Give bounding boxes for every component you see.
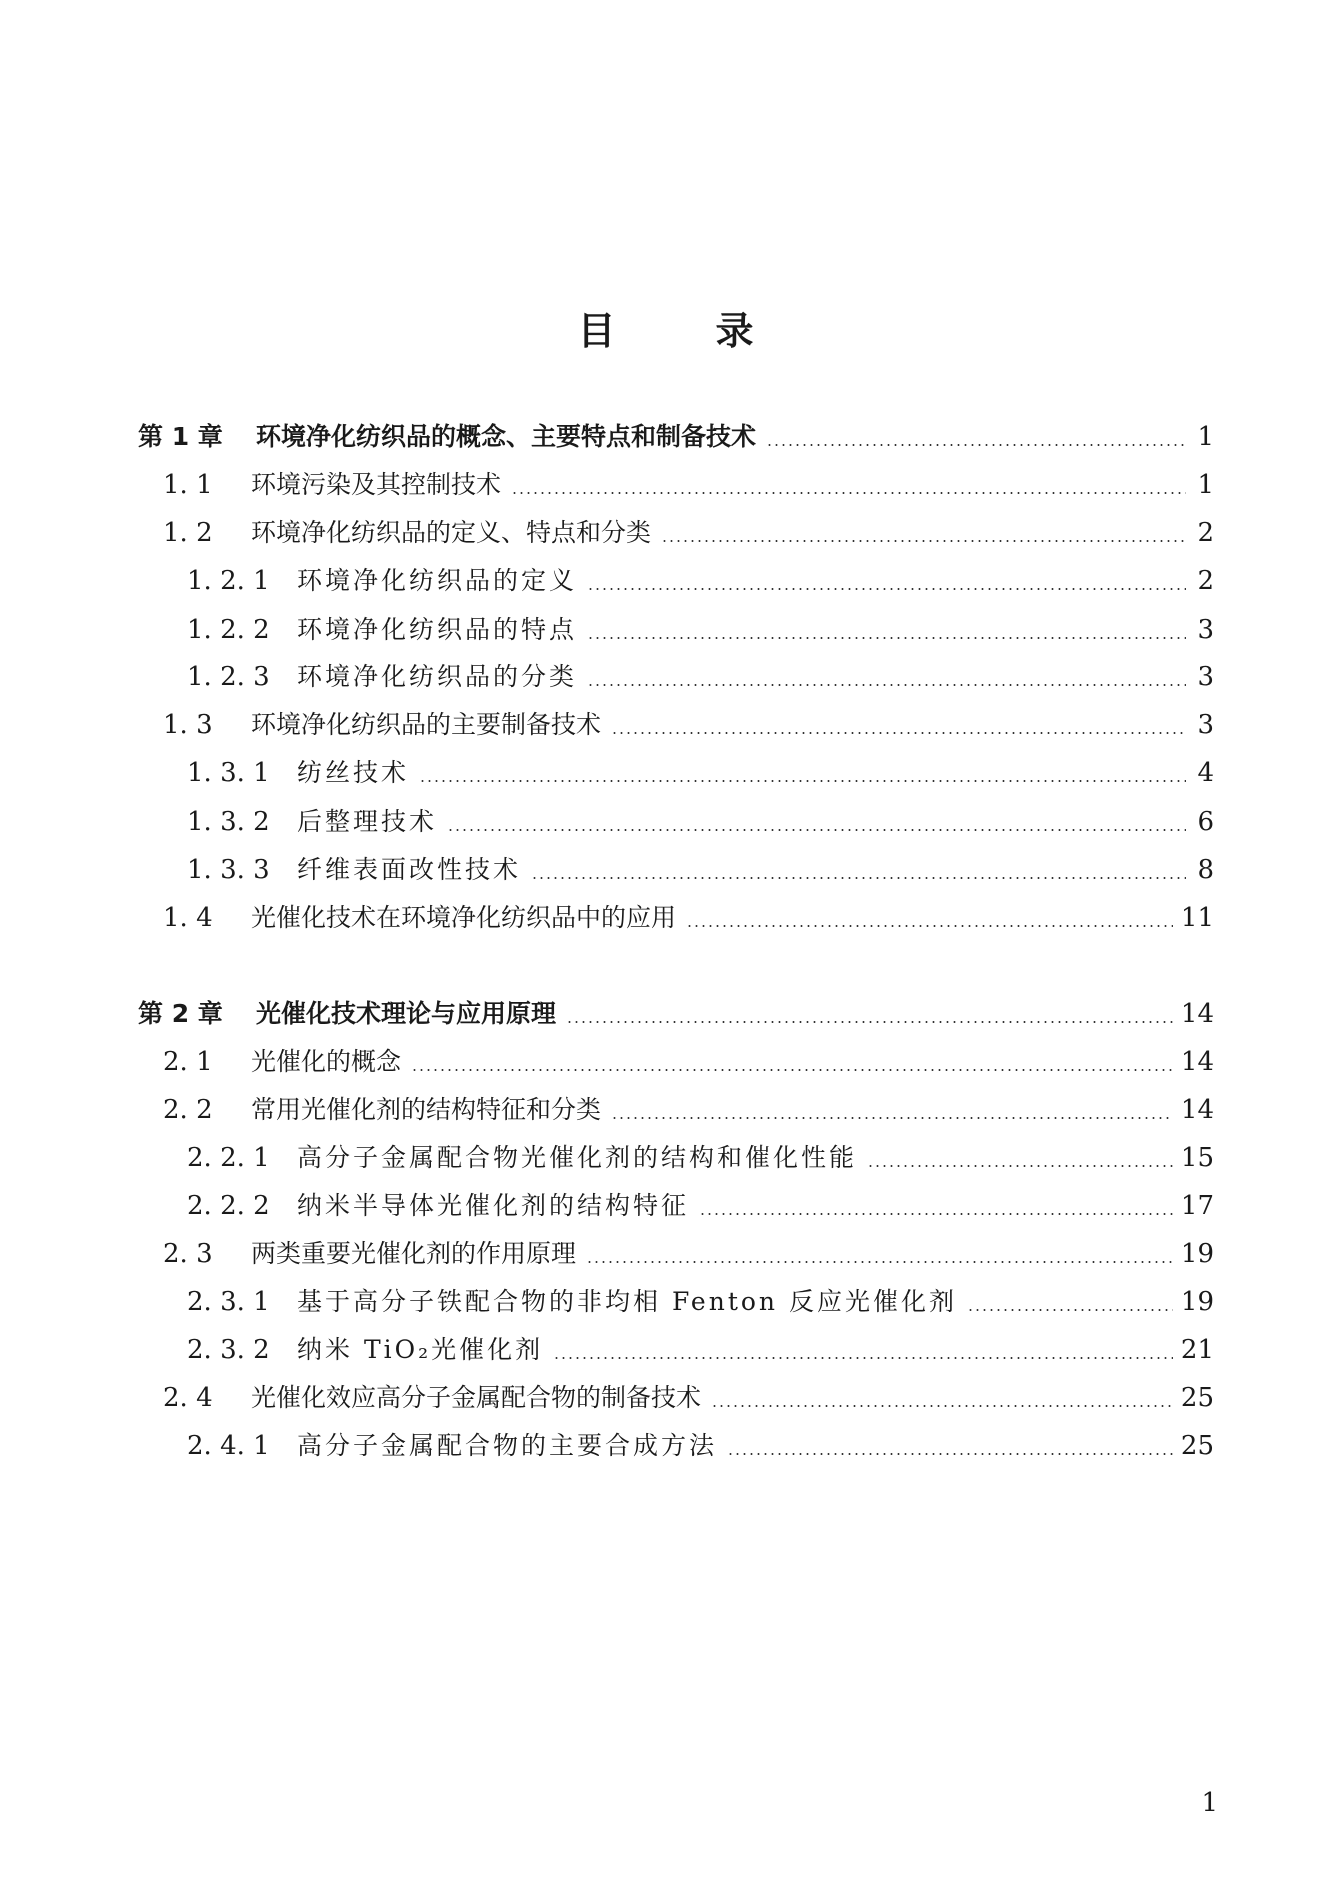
dot-leader (967, 1282, 1173, 1322)
dot-leader (727, 1426, 1173, 1466)
dot-leader (587, 561, 1186, 601)
toc-entry-number: 2. 3. 1 (187, 1287, 270, 1317)
toc-entry[interactable] (163, 1042, 1214, 1082)
toc-entry-page: 25 (1180, 1383, 1214, 1413)
toc-entry-number: 2. 2 (163, 1095, 213, 1125)
toc-entry-title: 光催化效应高分子金属配合物的制备技术 (251, 1383, 702, 1412)
toc-entry-number: 1. 3. 1 (187, 758, 270, 788)
toc-entry-page: 19 (1180, 1287, 1214, 1317)
toc-entry-number: 2. 2. 1 (187, 1143, 270, 1173)
toc-entry[interactable] (187, 561, 1214, 601)
toc-chapter-entry[interactable] (138, 417, 1214, 457)
toc-entry-page: 19 (1180, 1239, 1214, 1269)
dot-leader (553, 1330, 1173, 1370)
toc-entry-number: 1. 4 (163, 903, 213, 933)
toc-entry-title: 两类重要光催化剂的作用原理 (251, 1239, 577, 1268)
toc-entry-number: 2. 3. 2 (187, 1335, 270, 1365)
toc-entry-number: 2. 2. 2 (187, 1191, 270, 1221)
toc-entry-title: 纳米半导体光催化剂的结构特征 (297, 1191, 690, 1220)
dot-leader (587, 657, 1186, 697)
toc-entry-number: 2. 1 (163, 1047, 213, 1077)
dot-leader (447, 802, 1186, 842)
toc-entry-title: 光催化技术在环境净化纺织品中的应用 (251, 903, 677, 932)
dot-leader (711, 1378, 1173, 1418)
toc-entry-number: 1. 2. 2 (187, 615, 270, 645)
dot-leader (419, 753, 1186, 793)
toc-entry-page: 6 (1197, 807, 1214, 837)
toc-entry-page: 1 (1197, 422, 1214, 452)
toc-entry-title: 环境净化纺织品的主要制备技术 (251, 710, 602, 739)
dot-leader (611, 705, 1186, 745)
toc-entry[interactable] (187, 753, 1214, 793)
page-title-char-1: 目 (577, 309, 616, 353)
toc-entry-title: 高分子金属配合物光催化剂的结构和催化性能 (297, 1143, 858, 1172)
toc-entry-page: 15 (1180, 1143, 1214, 1173)
toc-entry-number: 第 2 章 (138, 999, 223, 1028)
toc-entry[interactable] (163, 513, 1214, 553)
toc-entry-title: 基于高分子铁配合物的非均相 Fenton 反应光催化剂 (297, 1287, 957, 1316)
toc-entry-title: 光催化技术理论与应用原理 (256, 999, 557, 1028)
toc-entry[interactable] (187, 610, 1214, 650)
toc-entry-number: 1. 3. 3 (187, 855, 270, 885)
toc-entry[interactable] (163, 705, 1214, 745)
page-number: 1 (1201, 1788, 1218, 1818)
toc-entry-number: 2. 4 (163, 1383, 213, 1413)
dot-leader (766, 417, 1186, 457)
toc-entry[interactable] (163, 1090, 1214, 1130)
dot-leader (611, 1090, 1173, 1130)
toc-entry-number: 2. 3 (163, 1239, 213, 1269)
toc-entry-title: 环境净化纺织品的定义 (297, 566, 578, 595)
toc-entry-page: 3 (1197, 710, 1214, 740)
toc-entry-title: 环境净化纺织品的分类 (297, 662, 578, 691)
toc-entry-title: 纳米 TiO₂光催化剂 (297, 1335, 544, 1364)
toc-entry-title: 常用光催化剂的结构特征和分类 (251, 1095, 602, 1124)
toc-entry-title: 环境净化纺织品的定义、特点和分类 (251, 518, 652, 547)
dot-leader (511, 465, 1186, 505)
toc-entry[interactable] (163, 1234, 1214, 1274)
toc-entry-page: 8 (1197, 855, 1214, 885)
toc-entry-number: 1. 1 (163, 470, 213, 500)
toc-entry-page: 14 (1180, 1047, 1214, 1077)
page-title-char-2: 录 (715, 309, 754, 353)
toc-entry-page: 3 (1197, 662, 1214, 692)
toc-entry[interactable] (163, 465, 1214, 505)
toc-entry-page: 21 (1180, 1335, 1214, 1365)
toc-entry[interactable] (187, 1186, 1214, 1226)
toc-entry-title: 光催化的概念 (251, 1047, 402, 1076)
toc-entry[interactable] (187, 657, 1214, 697)
toc-entry[interactable] (187, 1282, 1214, 1322)
toc-entry-page: 17 (1180, 1191, 1214, 1221)
toc-entry-page: 2 (1197, 566, 1214, 596)
toc-entry[interactable] (187, 802, 1214, 842)
dot-leader (867, 1138, 1173, 1178)
toc-entry[interactable] (163, 1378, 1214, 1418)
toc-entry-page: 25 (1180, 1431, 1214, 1461)
dot-leader (661, 513, 1186, 553)
toc-entry-number: 1. 3 (163, 710, 213, 740)
dot-leader (566, 994, 1173, 1034)
toc-entry[interactable] (187, 1426, 1214, 1466)
toc-entry-title: 高分子金属配合物的主要合成方法 (297, 1431, 718, 1460)
dot-leader (587, 610, 1186, 650)
toc-entry[interactable] (163, 898, 1214, 938)
toc-chapter-entry[interactable] (138, 994, 1214, 1034)
toc-entry[interactable] (187, 1138, 1214, 1178)
toc-entry-page: 3 (1197, 615, 1214, 645)
toc-entry-title: 纺丝技术 (297, 758, 410, 787)
dot-leader (586, 1234, 1173, 1274)
toc-entry-title: 环境净化纺织品的概念、主要特点和制备技术 (256, 422, 757, 451)
toc-entry-title: 环境污染及其控制技术 (251, 470, 502, 499)
toc-entry-title: 纤维表面改性技术 (297, 855, 522, 884)
toc-entry-page: 2 (1197, 518, 1214, 548)
toc-entry-page: 4 (1197, 758, 1214, 788)
toc-entry-page: 1 (1197, 470, 1214, 500)
toc-entry-number: 2. 4. 1 (187, 1431, 270, 1461)
toc-entry[interactable] (187, 1330, 1214, 1370)
toc-entry-page: 14 (1180, 1095, 1214, 1125)
dot-leader (699, 1186, 1173, 1226)
toc-entry-number: 第 1 章 (138, 422, 223, 451)
toc-entry-number: 1. 2. 3 (187, 662, 270, 692)
toc-entry-title: 环境净化纺织品的特点 (297, 615, 578, 644)
toc-entry-number: 1. 3. 2 (187, 807, 270, 837)
dot-leader (686, 898, 1173, 938)
page-title (0, 300, 1331, 355)
toc-entry-number: 1. 2. 1 (187, 566, 270, 596)
dot-leader (411, 1042, 1173, 1082)
toc-entry-title: 后整理技术 (297, 807, 438, 836)
dot-leader (531, 850, 1186, 890)
toc-entry-page: 14 (1180, 999, 1214, 1029)
toc-entry-number: 1. 2 (163, 518, 213, 548)
toc-entry-page: 11 (1180, 903, 1214, 933)
toc-entry[interactable] (187, 850, 1214, 890)
